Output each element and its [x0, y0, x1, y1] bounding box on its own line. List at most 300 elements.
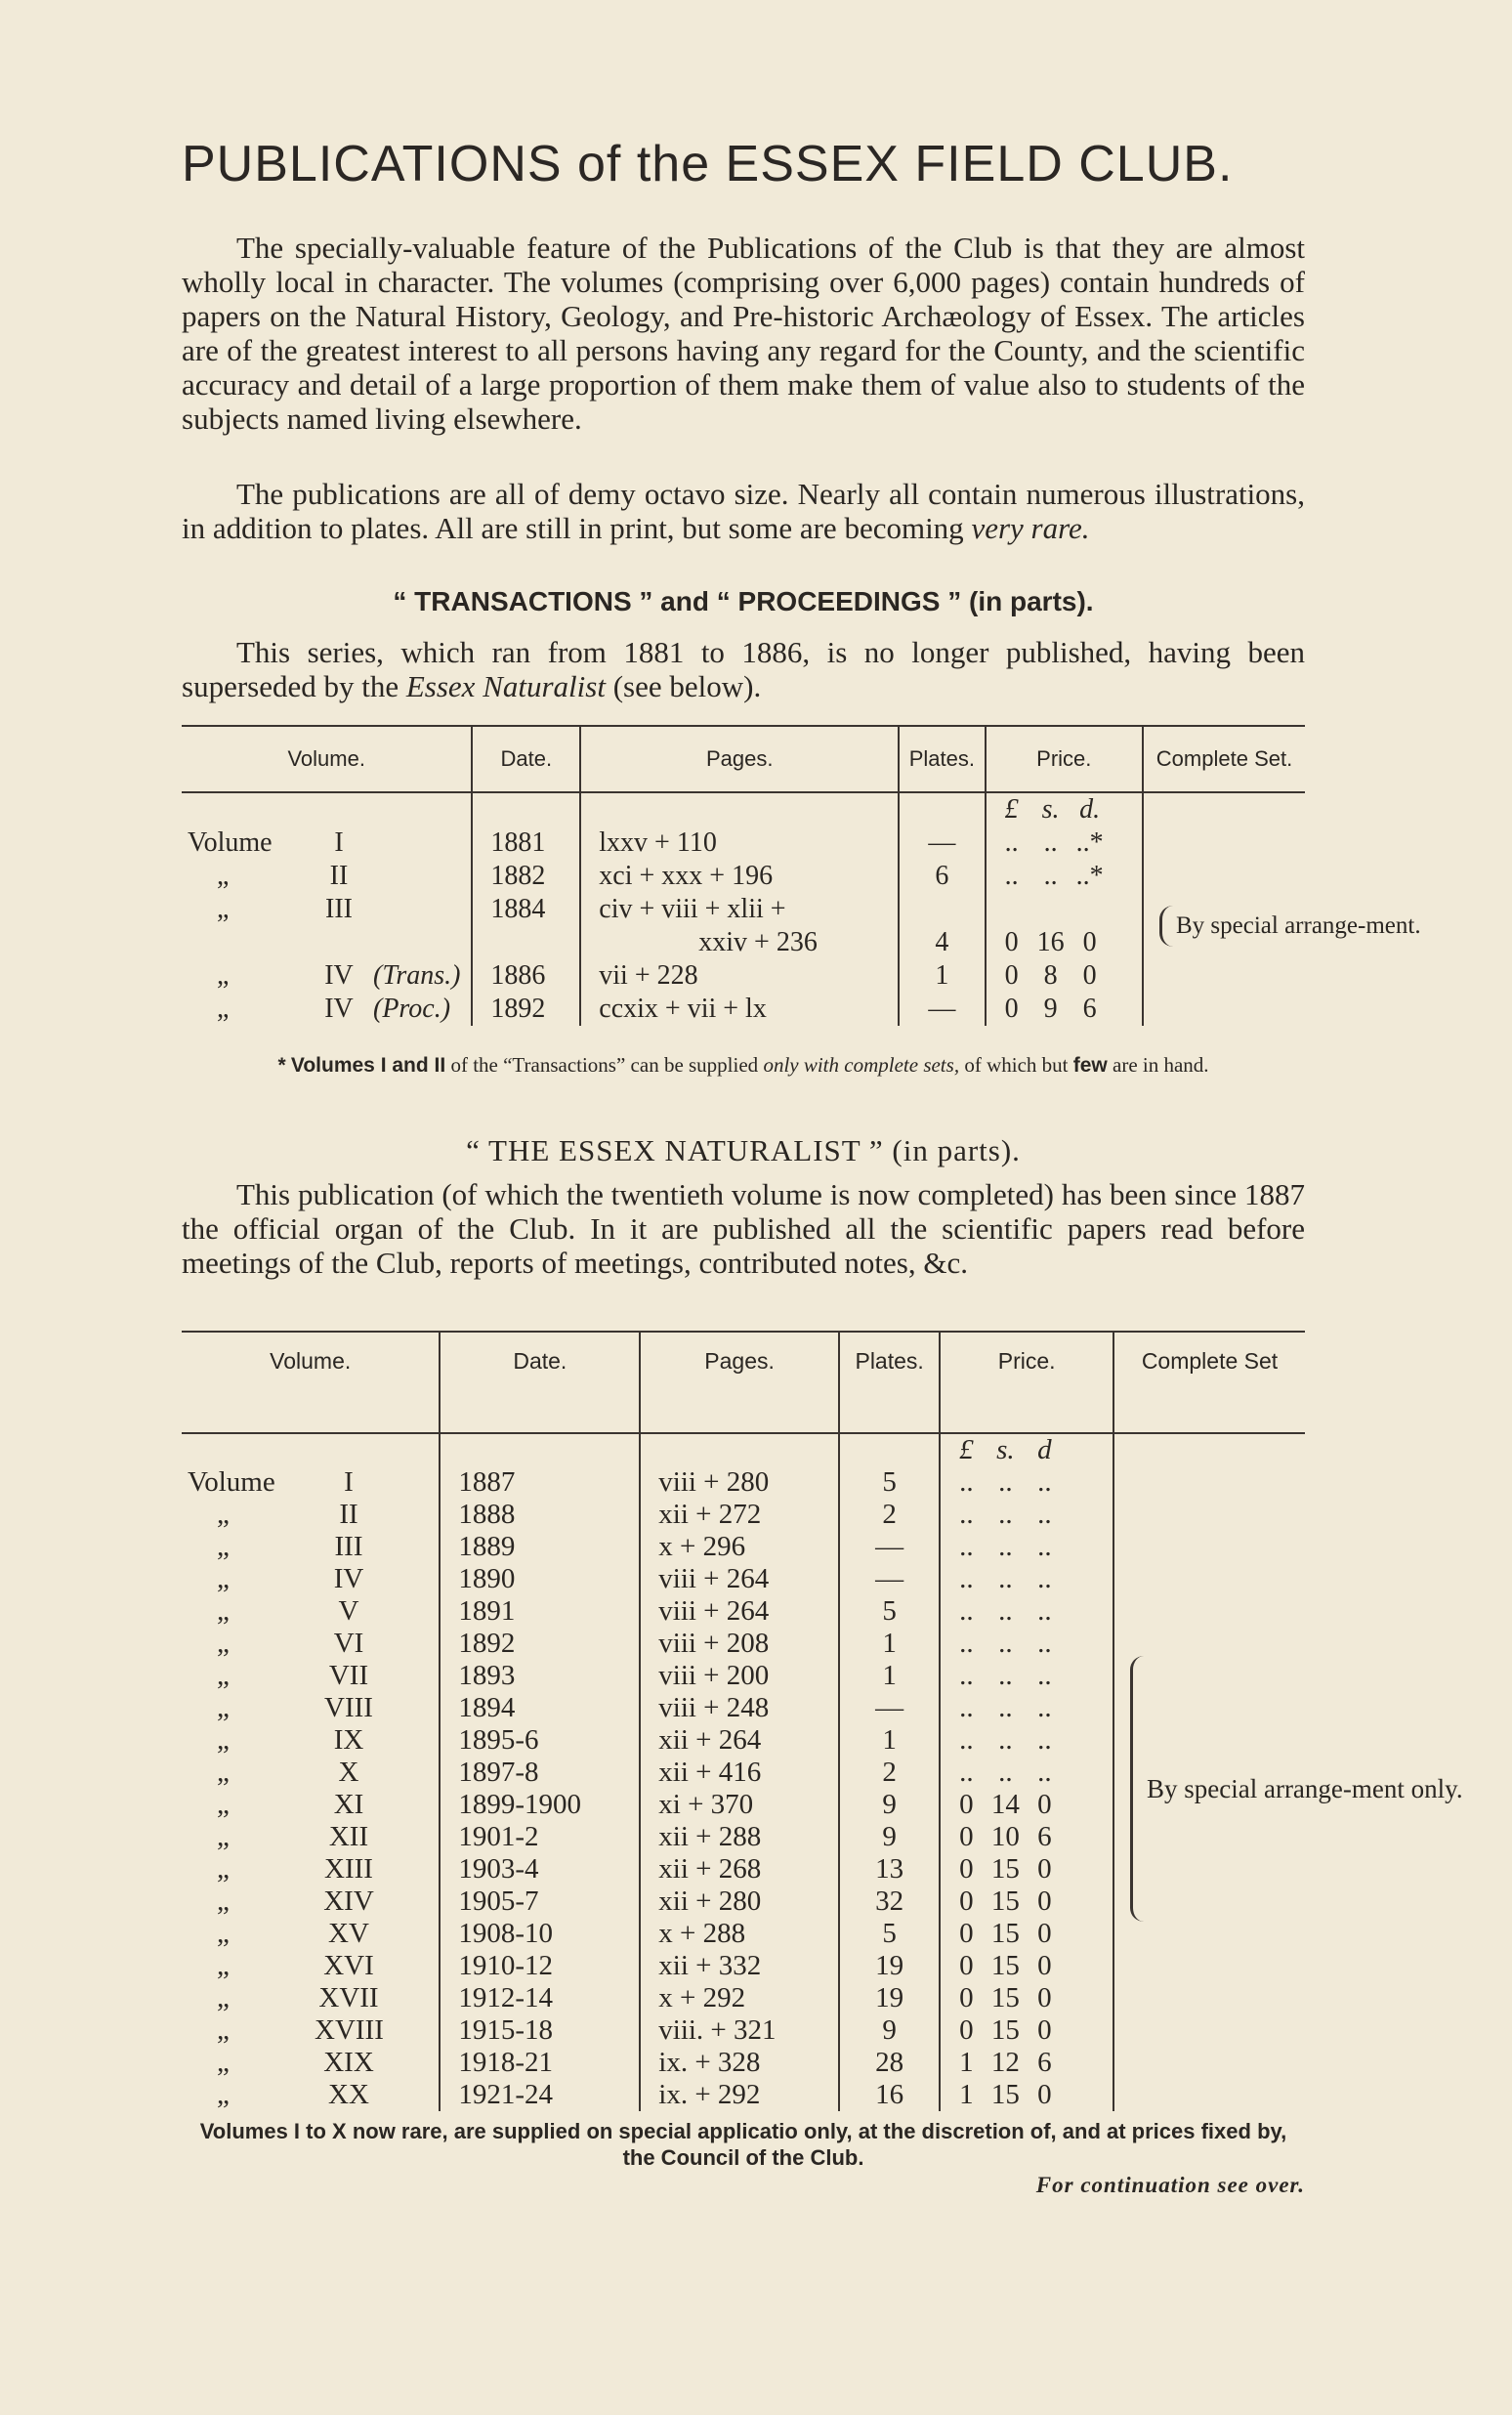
price-pence: 6: [1082, 994, 1097, 1024]
footnote-star: *: [277, 1054, 286, 1077]
intro-text-1: The specially-valuable feature of the Publications of the Club is that they are almost wholly local in character. The volumes (comprising over 6,000 pages) contain hundreds of papers on the Natural History, Geology, and Pre-historic Archæology of Essex. The articles are of the greatest interest to all persons having any regard for the County, and the scientific accuracy and detail of a large proportion of them make them of value also to students of the subjects named living elsewhere.: [182, 231, 1305, 436]
date-cell: 1890: [440, 1563, 640, 1595]
price-pence: ..: [1037, 1724, 1052, 1756]
price-cell: [940, 1950, 1113, 1982]
col-header-plates: Plates.: [839, 1332, 940, 1433]
volume-cell: [182, 1982, 440, 2014]
volume-label: Volume: [188, 1466, 275, 1498]
unit-shillings: s.: [996, 1434, 1015, 1465]
price-cell: [940, 1853, 1113, 1885]
price-pounds: ..: [959, 1595, 974, 1627]
volume-cell: [182, 1499, 440, 1531]
price-cell: [940, 1595, 1113, 1628]
volume-cell: [182, 926, 472, 959]
price-pounds: 0: [959, 2014, 974, 2046]
date-cell: 1897-8: [440, 1757, 640, 1789]
price-cell: [940, 1918, 1113, 1950]
volume-number: XIV: [323, 1885, 374, 1917]
volume-number: IV: [324, 960, 354, 991]
col-header-pages: Pages.: [580, 726, 899, 792]
complete-set-text: By special arrange-ment.: [1159, 906, 1299, 947]
plates-cell: 2: [839, 1499, 940, 1531]
price-shillings: ..: [998, 1595, 1013, 1627]
unit-pounds: £: [959, 1434, 974, 1465]
volume-number: V: [338, 1595, 359, 1627]
price-pounds: ..: [959, 1499, 974, 1530]
volume-cell: [182, 860, 472, 893]
volume-label: „: [217, 960, 230, 991]
col-header-volume: Volume.: [182, 726, 472, 792]
footnote-text-final: are in hand.: [1113, 1053, 1209, 1077]
volume-number: VIII: [324, 1692, 373, 1723]
date-cell: 1892: [440, 1628, 640, 1660]
date-cell: 1905-7: [440, 1885, 640, 1918]
plates-cell: 5: [839, 1466, 940, 1499]
price-pounds: ..: [959, 1724, 974, 1756]
date-cell: 1910-12: [440, 1950, 640, 1982]
volume-label: „: [217, 1885, 230, 1917]
pages-cell: civ + viii + xlii +: [580, 893, 899, 926]
pages-cell: viii. + 321: [640, 2014, 839, 2047]
unit-shillings: s.: [1041, 794, 1060, 825]
volume-number: XI: [333, 1789, 364, 1820]
price-shillings: 8: [1043, 960, 1058, 991]
price-cell: [940, 2047, 1113, 2079]
price-cell: [940, 1660, 1113, 1692]
price-pounds: ..: [959, 1531, 974, 1562]
price-pounds: 0: [959, 1821, 974, 1852]
pages-cell: ix. + 292: [640, 2079, 839, 2111]
volume-number: XVII: [318, 1982, 379, 2013]
date-cell: 1921-24: [440, 2079, 640, 2111]
pages-cell: viii + 248: [640, 1692, 839, 1724]
section1-description: [182, 635, 1305, 703]
volume-cell: [182, 1595, 440, 1628]
pages-cell: xii + 272: [640, 1499, 839, 1531]
price-units-row: [182, 1433, 1305, 1466]
plates-cell: —: [839, 1563, 940, 1595]
volume-cell: [182, 1692, 440, 1724]
pages-cell: lxxv + 110: [580, 826, 899, 860]
col-header-complete-set: Complete Set: [1113, 1332, 1305, 1433]
volume-cell: [182, 1918, 440, 1950]
volume-cell: [182, 993, 472, 1026]
price-shillings: ..: [1043, 827, 1058, 858]
volume-number: XV: [328, 1918, 369, 1949]
plates-cell: 5: [839, 1918, 940, 1950]
volume-number: II: [329, 861, 349, 891]
price-pence: 0: [1037, 1982, 1052, 2013]
table-row: [182, 826, 1305, 860]
price-pounds: 0: [959, 1853, 974, 1885]
volume-number: XVIII: [315, 2014, 384, 2046]
price-cell: [940, 1885, 1113, 1918]
volume-label: „: [217, 1950, 230, 1981]
price-cell: [940, 2079, 1113, 2111]
price-pounds: 0: [959, 1982, 974, 2013]
plates-cell: 1: [839, 1724, 940, 1757]
volume-label: „: [217, 1531, 230, 1562]
unit-pounds: £: [1004, 794, 1019, 825]
volume-number: II: [339, 1499, 358, 1530]
volume-label: „: [217, 1660, 230, 1691]
volume-cell: [182, 2014, 440, 2047]
volume-cell: [182, 1885, 440, 1918]
volume-number: III: [334, 1531, 363, 1562]
price-units: [940, 1433, 1113, 1466]
price-pence: ..: [1037, 1692, 1052, 1723]
pages-cell: viii + 200: [640, 1660, 839, 1692]
price-pounds: ..: [959, 1660, 974, 1691]
intro-text-2-emphasis: very rare.: [971, 511, 1090, 545]
date-cell: 1881: [472, 826, 580, 860]
section-title-transactions: “ TRANSACTIONS ” and “ PROCEEDINGS ” (in parts).: [393, 586, 1094, 616]
plates-cell: 19: [839, 1950, 940, 1982]
price-pence: 0: [1037, 1789, 1052, 1820]
volume-label: „: [217, 1757, 230, 1788]
plates-cell: —: [839, 1531, 940, 1563]
price-shillings: ..: [998, 1499, 1013, 1530]
col-header-price: Price.: [940, 1332, 1113, 1433]
price-units: [986, 792, 1143, 826]
price-shillings: ..: [998, 1466, 1013, 1498]
price-shillings: ..: [1043, 861, 1058, 891]
col-header-pages: Pages.: [640, 1332, 839, 1433]
table-row: [182, 1466, 1305, 1499]
volume-label: „: [217, 1982, 230, 2013]
price-shillings: ..: [998, 1724, 1013, 1756]
price-pence: 6: [1037, 1821, 1052, 1852]
volume-label: „: [217, 1821, 230, 1852]
plates-cell: 19: [839, 1982, 940, 2014]
pages-cell: x + 292: [640, 1982, 839, 2014]
pages-cell: xii + 268: [640, 1853, 839, 1885]
pages-cell: xii + 264: [640, 1724, 839, 1757]
pages-cell: ix. + 328: [640, 2047, 839, 2079]
price-pounds: 0: [1004, 994, 1019, 1024]
volume-label: „: [217, 1724, 230, 1756]
price-pounds: ..: [959, 1563, 974, 1594]
section2-description: [182, 1177, 1305, 1280]
complete-set-text: By special arrange-ment only.: [1130, 1656, 1299, 1922]
transactions-table: [182, 725, 1421, 1026]
volume-label: „: [217, 994, 230, 1024]
pages-cell: xii + 332: [640, 1950, 839, 1982]
price-shillings: 15: [990, 2014, 1020, 2046]
volume-note: (Trans.): [373, 960, 461, 991]
pages-cell: xii + 280: [640, 1885, 839, 1918]
footnote-few: few: [1072, 1054, 1108, 1077]
table-row: [182, 993, 1305, 1026]
page-title: PUBLICATIONS of the ESSEX FIELD CLUB.: [182, 136, 1234, 192]
price-shillings: 16: [1036, 927, 1065, 957]
price-shillings: ..: [998, 1531, 1013, 1562]
price-cell: [940, 1821, 1113, 1853]
plates-cell: 9: [839, 1821, 940, 1853]
price-cell: [986, 860, 1143, 893]
plates-cell: 28: [839, 2047, 940, 2079]
volume-number: VII: [328, 1660, 369, 1691]
price-pence: 0: [1037, 1885, 1052, 1917]
table-header-row: [182, 1332, 1305, 1433]
col-header-complete-set: Complete Set.: [1143, 726, 1305, 792]
plates-cell: 13: [839, 1853, 940, 1885]
section2-text: This publication (of which the twentieth volume is now completed) has been since 1887 the official organ of the Club. In it are published all the scientific papers read before meetings of the Club, reports of meetings, contributed notes, &c.: [182, 1177, 1305, 1280]
date-cell: 1895-6: [440, 1724, 640, 1757]
date-cell: 1894: [440, 1692, 640, 1724]
price-shillings: 15: [990, 1918, 1020, 1949]
volume-number: IX: [333, 1724, 364, 1756]
transactions-footnote: [182, 1053, 1305, 1078]
price-pence: 0: [1082, 960, 1097, 991]
volume-number: XVI: [323, 1950, 374, 1981]
plates-cell: 2: [839, 1757, 940, 1789]
volume-cell: [182, 1853, 440, 1885]
volume-number: X: [338, 1757, 359, 1788]
price-pounds: ..: [959, 1466, 974, 1498]
price-cell: [940, 1563, 1113, 1595]
plates-cell: —: [839, 1692, 940, 1724]
price-cell: [986, 893, 1143, 926]
intro-text-2: The publications are all of demy octavo size. Nearly all contain numerous illustrations, in addition to plates. All are still in print, but some are becoming: [182, 477, 1305, 545]
col-header-date: Date.: [440, 1332, 640, 1433]
price-pounds: 1: [959, 2079, 974, 2110]
plates-cell: 16: [839, 2079, 940, 2111]
table-row: [182, 959, 1305, 993]
price-cell: [940, 1982, 1113, 2014]
naturalist-table: [182, 1331, 1463, 2111]
price-cell: [940, 1466, 1113, 1499]
volume-label: „: [217, 1499, 230, 1530]
price-pence: 6: [1037, 2047, 1052, 2078]
price-pence: ..: [1037, 1563, 1052, 1594]
volume-cell: [182, 1563, 440, 1595]
pages-cell: xii + 416: [640, 1757, 839, 1789]
pages-cell: vii + 228: [580, 959, 899, 993]
price-pence: 0: [1037, 1918, 1052, 1949]
footnote-emphasis: only with complete sets,: [763, 1053, 960, 1077]
price-pence: ..: [1037, 1531, 1052, 1562]
date-cell: 1892: [472, 993, 580, 1026]
pages-cell: viii + 208: [640, 1628, 839, 1660]
volume-label: „: [217, 1563, 230, 1594]
price-cell: [940, 1531, 1113, 1563]
date-cell: 1915-18: [440, 2014, 640, 2047]
volume-cell: [182, 2047, 440, 2079]
price-shillings: 15: [990, 1950, 1020, 1981]
plates-cell: 1: [839, 1660, 940, 1692]
price-pounds: 0: [959, 1885, 974, 1917]
volume-cell: [182, 826, 472, 860]
plates-cell: 6: [899, 860, 985, 893]
intro-paragraph-2: [182, 477, 1305, 545]
volume-cell: [182, 2079, 440, 2111]
price-shillings: 12: [990, 2047, 1020, 2078]
pages-cell: xci + xxx + 196: [580, 860, 899, 893]
price-pounds: ..: [1004, 861, 1019, 891]
section1-text-end: (see below).: [605, 669, 762, 703]
price-shillings: ..: [998, 1757, 1013, 1788]
price-cell: [940, 1789, 1113, 1821]
price-pounds: ..: [959, 1757, 974, 1788]
price-pounds: ..: [959, 1692, 974, 1723]
volume-label: „: [217, 2079, 230, 2110]
volume-number: I: [344, 1466, 354, 1498]
price-shillings: 15: [990, 1885, 1020, 1917]
price-cell: [940, 1757, 1113, 1789]
plates-cell: 1: [839, 1628, 940, 1660]
plates-cell: 32: [839, 1885, 940, 1918]
pages-cell: xxiv + 236: [580, 926, 899, 959]
plates-cell: —: [899, 826, 985, 860]
price-shillings: ..: [998, 1628, 1013, 1659]
pages-cell: xi + 370: [640, 1789, 839, 1821]
pages-cell: viii + 264: [640, 1595, 839, 1628]
volume-number: XIII: [324, 1853, 373, 1885]
price-units-row: [182, 792, 1305, 826]
date-cell: 1882: [472, 860, 580, 893]
price-cell: [986, 959, 1143, 993]
volume-cell: [182, 1628, 440, 1660]
price-cell: [940, 2014, 1113, 2047]
col-header-volume: Volume.: [182, 1332, 440, 1433]
date-cell: 1918-21: [440, 2047, 640, 2079]
volume-label: „: [217, 2047, 230, 2078]
date-cell: 1908-10: [440, 1918, 640, 1950]
price-pence: ..: [1037, 1466, 1052, 1498]
volume-cell: [182, 1531, 440, 1563]
price-pence: ..: [1037, 1628, 1052, 1659]
price-shillings: 15: [990, 1853, 1020, 1885]
price-cell: [940, 1628, 1113, 1660]
volume-label: „: [217, 1789, 230, 1820]
price-shillings: ..: [998, 1692, 1013, 1723]
plates-cell: 9: [839, 2014, 940, 2047]
section1-text-start: This series, which ran from 1881 to 1886, is no longer published, having been superseded by the: [182, 635, 1305, 703]
date-cell: 1891: [440, 1595, 640, 1628]
price-pounds: ..: [1004, 827, 1019, 858]
date-cell: 1901-2: [440, 1821, 640, 1853]
price-pence: ..: [1037, 1660, 1052, 1691]
volume-cell: [182, 1950, 440, 1982]
price-pence: ..*: [1075, 827, 1104, 858]
footnote-bold: Volumes I and II: [290, 1054, 446, 1077]
price-pence: ..: [1037, 1757, 1052, 1788]
col-header-plates: Plates.: [899, 726, 985, 792]
table-row: [182, 860, 1305, 893]
footnote-text-mid: of the “Transactions” can be supplied: [445, 1053, 764, 1077]
date-cell: 1888: [440, 1499, 640, 1531]
volume-number: I: [334, 827, 344, 858]
price-pounds: 0: [959, 1918, 974, 1949]
footnote-text-end: of which but: [959, 1053, 1073, 1077]
volume-label: Volume: [188, 827, 273, 858]
table-row: [182, 926, 1305, 959]
date-cell: 1912-14: [440, 1982, 640, 2014]
volume-number: IV: [333, 1563, 364, 1594]
price-pounds: 1: [959, 2047, 974, 2078]
price-shillings: 15: [990, 2079, 1020, 2110]
volume-label: „: [217, 1628, 230, 1659]
price-pence: ..: [1037, 1595, 1052, 1627]
price-pence: 0: [1037, 1950, 1052, 1981]
price-pence: 0: [1037, 2014, 1052, 2046]
price-shillings: 14: [990, 1789, 1020, 1820]
volume-label: „: [217, 894, 230, 924]
date-cell: 1889: [440, 1531, 640, 1563]
pages-cell: x + 296: [640, 1531, 839, 1563]
price-cell: [940, 1724, 1113, 1757]
volume-number: XIX: [323, 2047, 374, 2078]
price-shillings: 9: [1043, 994, 1058, 1024]
volume-cell: [182, 959, 472, 993]
col-header-price: Price.: [986, 726, 1143, 792]
price-pence: 0: [1037, 2079, 1052, 2110]
complete-set-note: [1113, 1466, 1463, 2111]
plates-cell: 1: [899, 959, 985, 993]
volume-number: IV: [324, 994, 354, 1024]
plates-cell: [899, 893, 985, 926]
volume-cell: [182, 893, 472, 926]
price-pence: 0: [1082, 927, 1097, 957]
price-pence: ..: [1037, 1499, 1052, 1530]
price-cell: [986, 993, 1143, 1026]
volume-cell: [182, 1660, 440, 1692]
continuation-note: For continuation see over.: [1035, 2173, 1305, 2197]
pages-cell: xii + 288: [640, 1821, 839, 1853]
price-shillings: 15: [990, 1982, 1020, 2013]
price-cell: [940, 1692, 1113, 1724]
volume-cell: [182, 1789, 440, 1821]
price-shillings: ..: [998, 1660, 1013, 1691]
price-pounds: ..: [959, 1628, 974, 1659]
plates-cell: 5: [839, 1595, 940, 1628]
date-cell: 1903-4: [440, 1853, 640, 1885]
date-cell: 1899-1900: [440, 1789, 640, 1821]
volume-label: „: [217, 2014, 230, 2046]
volume-cell: [182, 1821, 440, 1853]
volume-cell: [182, 1724, 440, 1757]
volume-label: „: [217, 1918, 230, 1949]
price-shillings: ..: [998, 1563, 1013, 1594]
plates-cell: 9: [839, 1789, 940, 1821]
unit-pence: d.: [1079, 794, 1101, 825]
complete-set-note: [1143, 826, 1421, 1026]
price-shillings: 10: [990, 1821, 1020, 1852]
pages-cell: x + 288: [640, 1918, 839, 1950]
volume-cell: [182, 1466, 440, 1499]
price-pence: ..*: [1075, 861, 1104, 891]
price-pounds: 0: [959, 1789, 974, 1820]
volume-number: XX: [328, 2079, 369, 2110]
volume-label: „: [217, 1692, 230, 1723]
volume-cell: [182, 1757, 440, 1789]
naturalist-footnote: Volumes I to X now rare, are supplied on special applicatio only, at the discretion of, and at prices fixed by, the Council of the Club.: [199, 2119, 1287, 2170]
pages-cell: ccxix + vii + lx: [580, 993, 899, 1026]
volume-label: „: [217, 1853, 230, 1885]
table-header-row: [182, 726, 1305, 792]
volume-label: „: [217, 1595, 230, 1627]
plates-cell: 4: [899, 926, 985, 959]
date-cell: [472, 926, 580, 959]
section-title-naturalist: “ THE ESSEX NATURALIST ” (in parts).: [466, 1133, 1021, 1167]
price-cell: [986, 826, 1143, 860]
section1-text-em: Essex Naturalist: [405, 669, 606, 703]
col-header-date: Date.: [472, 726, 580, 792]
volume-number: III: [325, 894, 353, 924]
volume-number: VI: [333, 1628, 364, 1659]
pages-cell: viii + 264: [640, 1563, 839, 1595]
